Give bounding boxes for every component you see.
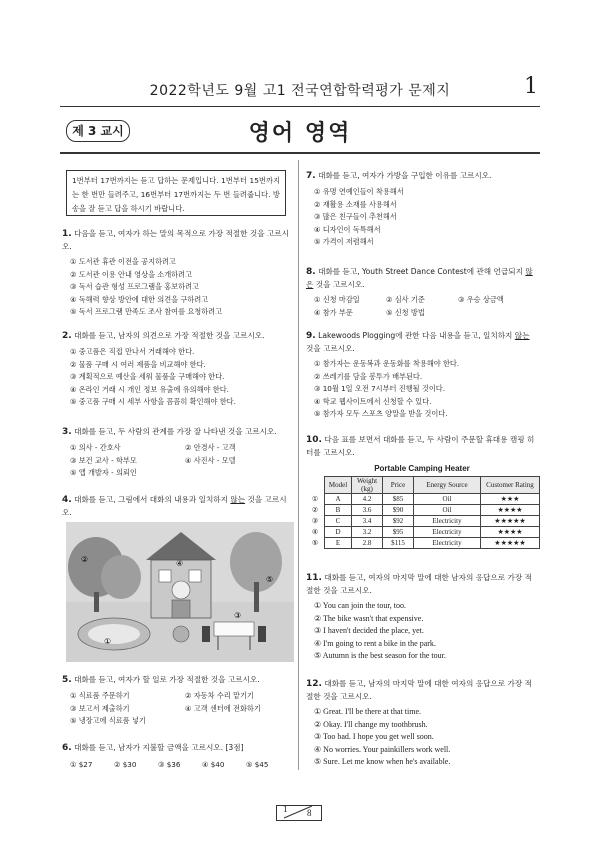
column-divider — [298, 160, 299, 770]
q1-options — [70, 256, 222, 319]
option[interactable]: ② 쓰레기를 담을 봉투가 배부된다. — [314, 371, 423, 381]
option[interactable]: ④ 학교 웹사이트에서 신청할 수 있다. — [314, 396, 432, 406]
question-stem: 대화를 듣고, 여자가 가방을 구입한 이유를 고르시오. — [318, 171, 492, 180]
session-badge: 제 3 교시 — [66, 120, 130, 142]
question-10 — [306, 434, 538, 459]
table-row[interactable]: ② B 3.6 $90 Oil ★★★★ — [306, 505, 540, 516]
question-stem: Lakewoods Plogging에 관한 다음 내용을 듣고, 일치하지 — [318, 331, 515, 340]
question-stem: 대화를 듣고, 두 사람의 관계를 가장 잘 나타낸 것을 고르시오. — [74, 427, 277, 436]
option[interactable]: ② 재활용 소재를 사용해서 — [314, 199, 397, 209]
chair-icon — [258, 626, 266, 642]
option[interactable]: ② 자동차 수리 맡기기 — [185, 691, 254, 700]
option[interactable]: ① 식료품 주문하기 — [70, 691, 130, 700]
question-12 — [306, 678, 538, 703]
option[interactable]: ⑤ 중고품 구매 시 세부 사항을 꼼꼼히 확인해야 한다. — [70, 397, 236, 406]
option[interactable]: ④ 온라인 거래 시 개인 정보 유출에 유의해야 한다. — [70, 384, 229, 394]
round-window-icon — [172, 581, 190, 599]
option[interactable]: ③ 보건 교사 - 학부모 — [70, 455, 137, 465]
chair-icon — [202, 626, 210, 642]
option[interactable]: ③ Too bad. I hope you get well soon. — [314, 732, 434, 741]
question-number: 5. — [62, 675, 72, 685]
col-header: Model — [325, 477, 352, 494]
option[interactable]: ⑤ 참가자 모두 스포츠 양말을 받을 것이다. — [314, 409, 448, 418]
option[interactable]: ① 중고품은 직접 만나서 거래해야 한다. — [70, 347, 195, 356]
option[interactable]: ① You can join the tour, too. — [314, 601, 406, 610]
label-4: ④ — [176, 559, 184, 568]
label-1: ① — [104, 637, 112, 646]
question-number: 4. — [62, 495, 72, 505]
col-header: Weight (kg) — [352, 477, 383, 494]
col-header: Price — [383, 477, 414, 494]
question-stem: 다음을 듣고, 여자가 하는 말의 목적으로 가장 적절한 것을 고르시오. — [62, 229, 289, 251]
question-number: 8. — [306, 267, 316, 277]
option[interactable]: ③ 계획적으로 예산을 세워 물품을 구매해야 한다. — [70, 372, 225, 381]
option[interactable]: ① Great. I'll be there at that time. — [314, 707, 422, 716]
option[interactable]: ③ I haven't decided the place, yet. — [314, 626, 424, 635]
option[interactable]: ⑤ $45 — [246, 760, 269, 769]
label-5: ⑤ — [266, 575, 274, 584]
underlined-word: 않는 — [514, 331, 530, 340]
garden-illustration — [66, 522, 294, 662]
option[interactable]: ② 심사 기준 — [386, 295, 425, 304]
label-2: ② — [81, 555, 89, 564]
question-1 — [62, 228, 292, 253]
q5-options — [70, 690, 290, 728]
question-3 — [62, 426, 292, 439]
question-number: 11. — [306, 573, 322, 583]
q2-options — [70, 346, 236, 409]
option[interactable]: ① 참가자는 운동복과 운동화를 착용해야 한다. — [314, 359, 460, 368]
q6-options — [70, 759, 290, 772]
question-number: 1. — [62, 229, 72, 239]
option[interactable]: ⑤ 신청 방법 — [386, 307, 425, 317]
option[interactable]: ① 신청 마감일 — [314, 295, 360, 304]
question-stem: 대화를 듣고, 남자의 마지막 말에 대한 여자의 응답으로 가장 적절한 것을 고르시오. — [306, 679, 532, 701]
question-9: 9. Lakewoods Plogging에 관한 다음 내용을 듣고, 일치하지 않는 것을 고르시오. — [306, 331, 530, 353]
q12-options — [314, 706, 450, 769]
option[interactable]: ④ 독해력 향상 방안에 대한 의견을 구하려고 — [70, 294, 209, 304]
option[interactable]: ① 유명 연예인들이 착용해서 — [314, 187, 404, 196]
question-number: 7. — [306, 171, 316, 181]
option[interactable]: ④ 디자인이 독특해서 — [314, 224, 381, 234]
label-3: ③ — [234, 611, 242, 620]
option[interactable]: ③ 10월 1일 오전 7시부터 진행될 것이다. — [314, 384, 445, 393]
option[interactable]: ④ 참가 부문 — [314, 307, 353, 317]
question-number: 3. — [62, 427, 72, 437]
question-stem: 대화를 듣고, 여자의 마지막 말에 대한 남자의 응답으로 가장 적절한 것을 고르시오. — [306, 573, 532, 595]
option[interactable]: ④ $40 — [202, 760, 225, 769]
option[interactable]: ④ 사진사 - 모델 — [185, 455, 236, 465]
question-7 — [306, 170, 536, 183]
question-8: 8. 대화를 듣고, Youth Street Dance Contest에 관해 언급되지 않은 것을 고르시오. — [306, 267, 533, 289]
option[interactable]: ② 안경사 - 고객 — [185, 443, 236, 452]
question-stem: 대화를 듣고, 남자가 지불할 금액을 고르시오. [3점] — [74, 743, 244, 752]
table-row[interactable]: ① A 4.2 $85 Oil ★★★ — [306, 494, 540, 505]
question-number: 12. — [306, 679, 322, 689]
option[interactable]: ① 도서관 휴관 이전을 공지하려고 — [70, 257, 176, 266]
option[interactable]: ③ 독서 습관 형성 프로그램을 홍보하려고 — [70, 282, 199, 291]
col-header: Energy Source — [414, 477, 481, 494]
option[interactable]: ④ No worries. Your painkillers work well. — [314, 744, 451, 754]
underlined-word: 않는 — [230, 495, 246, 504]
heater-table-wrap — [306, 476, 540, 549]
heater-table — [306, 476, 540, 549]
question-stem: 다음 표를 보면서 대화를 듣고, 두 사람이 주문할 휴대용 캠핑 히터를 고르시오. — [306, 435, 535, 457]
question-stem: 대화를 듣고, 남자의 의견으로 가장 적절한 것을 고르시오. — [74, 331, 265, 340]
option[interactable]: ⑤ 가격이 저렴해서 — [314, 237, 374, 246]
option[interactable]: ② The bike wasn't that expensive. — [314, 613, 424, 623]
option[interactable]: ③ $36 — [158, 760, 181, 769]
table-title: Portable Camping Heater — [374, 464, 470, 473]
option[interactable]: ⑤ 냉장고에 식료품 넣기 — [70, 716, 146, 725]
option[interactable]: ② 물품 구매 시 여러 제품을 비교해야 한다. — [70, 359, 206, 369]
q8-options — [314, 294, 534, 319]
option[interactable]: ② Okay. I'll change my toothbrush. — [314, 719, 428, 729]
table-row[interactable]: ③ C 3.4 $92 Electricity ★★★★★ — [306, 516, 540, 527]
q3-options — [70, 442, 290, 480]
q9-options — [314, 358, 459, 421]
question-number: 10. — [306, 435, 322, 445]
table-row[interactable]: ④ D 3.2 $95 Electricity ★★★★ — [306, 527, 540, 538]
option[interactable]: ① $27 — [70, 760, 93, 769]
question-stem: 대화를 듣고, 그림에서 대화의 내용과 일치하지 — [74, 495, 231, 504]
question-stem: 대화를 듣고, Youth Street Dance Contest에 관해 언급되지 — [318, 267, 526, 276]
page-number: 1 — [524, 74, 538, 99]
option[interactable]: ⑤ Sure. Let me know when he's available. — [314, 757, 451, 766]
exam-title: 2022학년도 9월 고1 전국연합학력평가 문제지 — [149, 83, 451, 99]
question-stem: 대화를 듣고, 여자가 할 일로 가장 적절한 것을 고르시오. — [74, 675, 260, 684]
question-11 — [306, 572, 538, 597]
option[interactable]: ③ 보고서 제출하기 — [70, 703, 130, 713]
table-icon — [214, 622, 254, 636]
question-2 — [62, 330, 292, 343]
q11-options — [314, 600, 446, 663]
option[interactable]: ② 도서관 이용 안내 영상을 소개하려고 — [70, 269, 193, 279]
page-total: 8 — [307, 808, 312, 818]
listening-notice: 1번부터 17번까지는 듣고 답하는 문제입니다. 1번부터 15번까지는 한 번만 들려주고, 16번부터 17번까지는 두 번 들려줍니다. 방송을 잘 듣고 답을 하시기 바랍니다. — [66, 170, 286, 216]
option[interactable]: ③ 우승 상금액 — [458, 295, 504, 304]
option[interactable]: ① 의사 - 간호사 — [70, 443, 121, 452]
option[interactable]: ③ 많은 친구들이 추천해서 — [314, 212, 397, 221]
option[interactable]: ⑤ 앱 개발자 - 의뢰인 — [70, 468, 137, 477]
option[interactable]: ⑤ 독서 프로그램 만족도 조사 참여를 요청하려고 — [70, 307, 223, 316]
question-5 — [62, 674, 292, 687]
option[interactable]: ④ 고객 센터에 전화하기 — [185, 703, 261, 713]
col-header: Customer Rating — [481, 477, 540, 494]
header-rule — [60, 106, 540, 107]
q7-options — [314, 186, 404, 249]
question-number: 6. — [62, 743, 72, 753]
question-number: 2. — [62, 331, 72, 341]
question-6 — [62, 742, 292, 755]
underlined-word: 않은 — [306, 267, 533, 289]
option[interactable]: ④ I'm going to rent a bike in the park. — [314, 638, 436, 648]
page-current: 1 — [283, 804, 288, 814]
subject-title: 영어 영역 — [248, 121, 352, 146]
option[interactable]: ② $30 — [114, 760, 137, 769]
option[interactable]: ⑤ Autumn is the best season for the tour. — [314, 651, 446, 660]
table-row[interactable]: ⑤ E 2.8 $115 Electricity ★★★★★ — [306, 538, 540, 549]
question-number: 9. — [306, 331, 316, 341]
subject-rule — [60, 152, 540, 154]
question-4: 4. 대화를 듣고, 그림에서 대화의 내용과 일치하지 않는 것을 고르시오. — [62, 495, 287, 517]
